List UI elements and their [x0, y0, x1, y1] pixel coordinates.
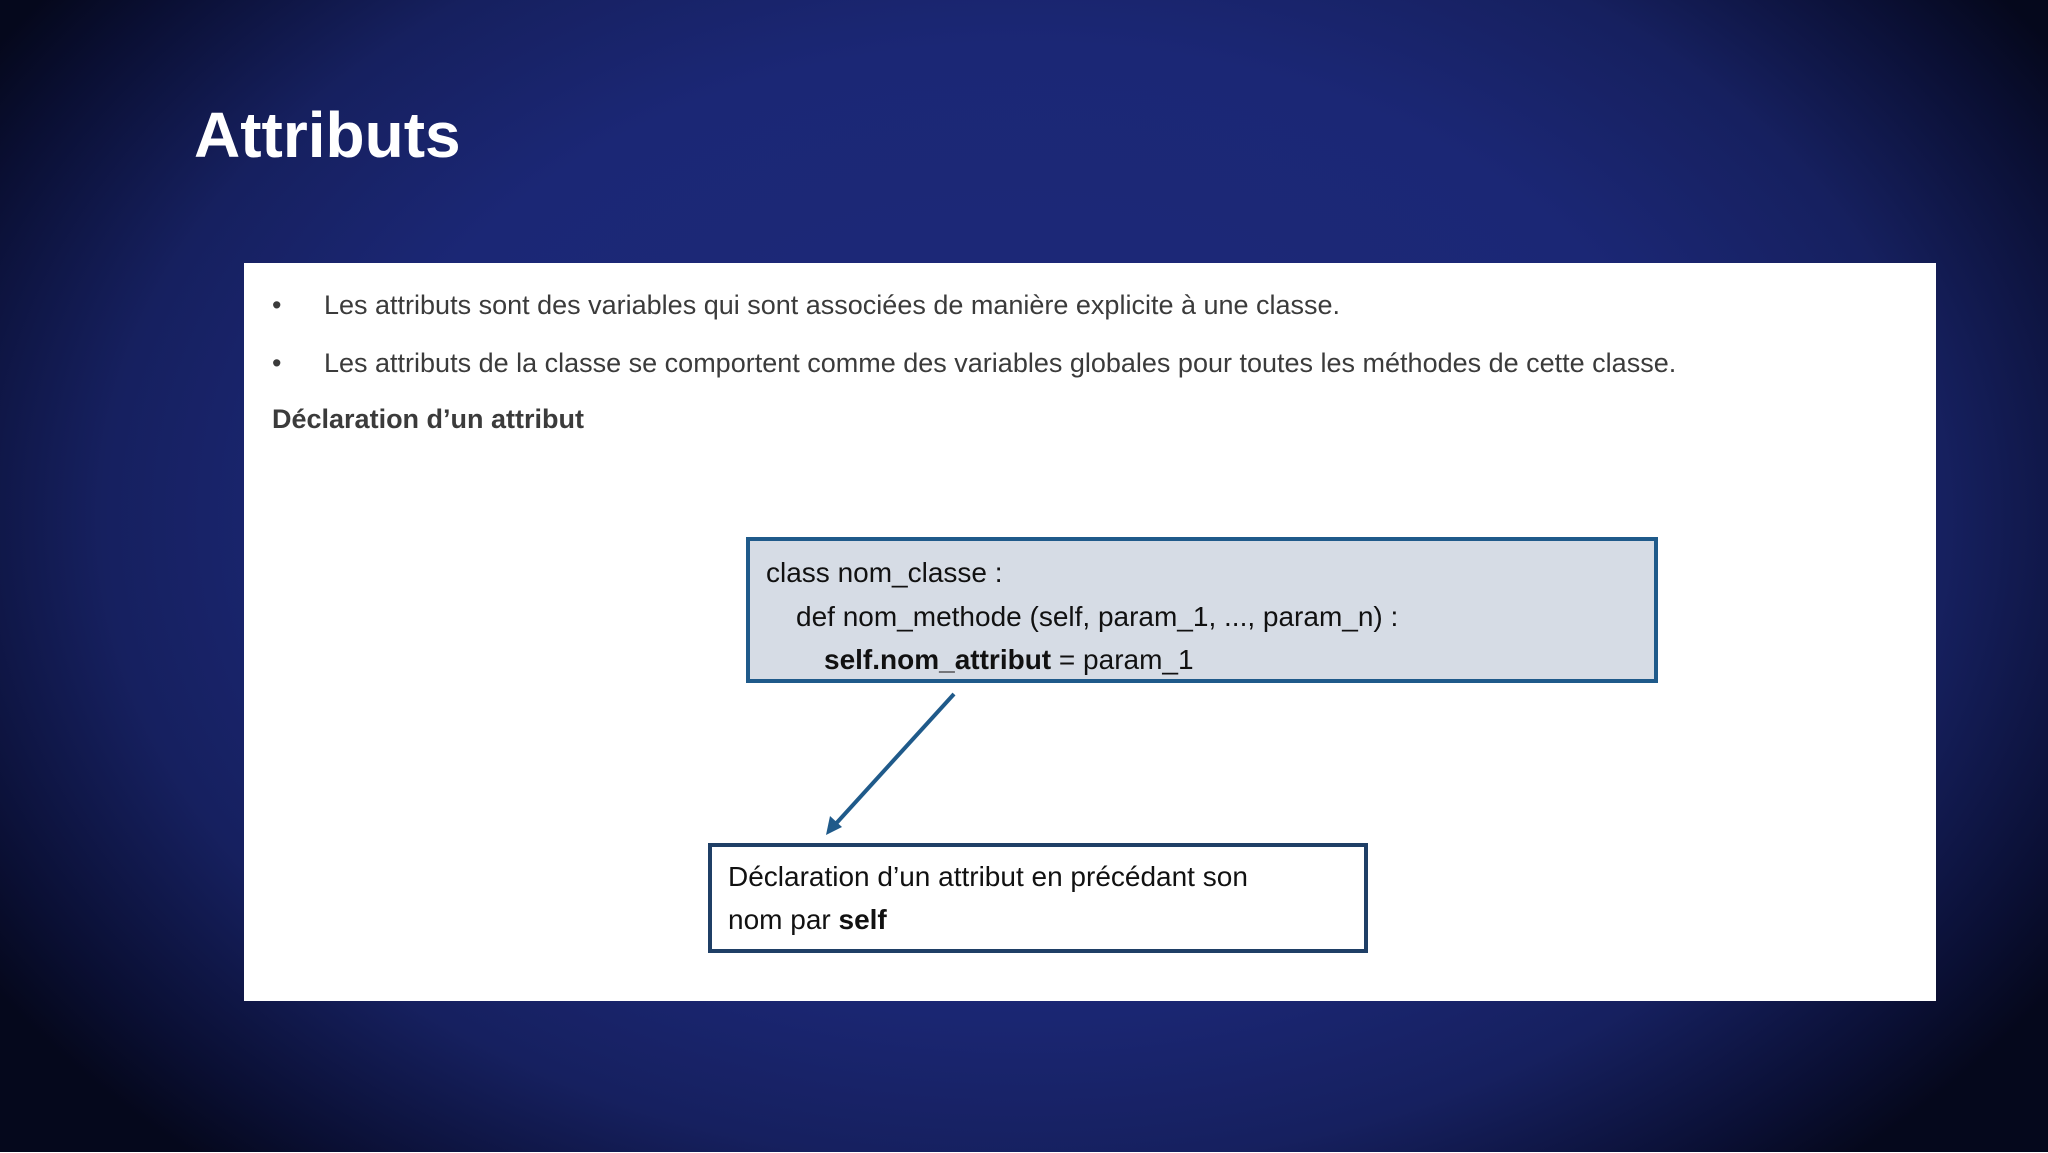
bullet-icon: • [272, 290, 282, 320]
note-line [728, 902, 887, 938]
content-panel [244, 263, 1936, 1001]
code-box [746, 537, 1658, 683]
arrow-line [832, 694, 954, 828]
code-line-method: def nom_methode (self, param_1, ..., param_n) : [796, 601, 1399, 632]
arrow-head-icon [826, 816, 842, 835]
bullet-text: Les attributs sont des variables qui sont associées de manière explicite à une classe. [324, 290, 1341, 320]
attribute-name: self.nom_attribut [824, 644, 1052, 675]
note-prefix: nom par [728, 904, 839, 935]
bullet-icon: • [272, 348, 282, 378]
bullet-text: Les attributs de la classe se comportent comme des variables globales pour toutes les méthodes de cette classe. [324, 348, 1677, 378]
note-keyword: self [838, 904, 887, 935]
code-line-attribute [824, 642, 1194, 678]
code-line-class: class nom_classe : [766, 557, 1003, 588]
note-line: Déclaration d’un attribut en précédant son [728, 861, 1248, 892]
attribute-assignment: = param_1 [1051, 644, 1194, 675]
note-box [708, 843, 1368, 953]
section-heading: Déclaration d’un attribut [272, 404, 585, 434]
slide-title: Attributs [194, 99, 461, 171]
